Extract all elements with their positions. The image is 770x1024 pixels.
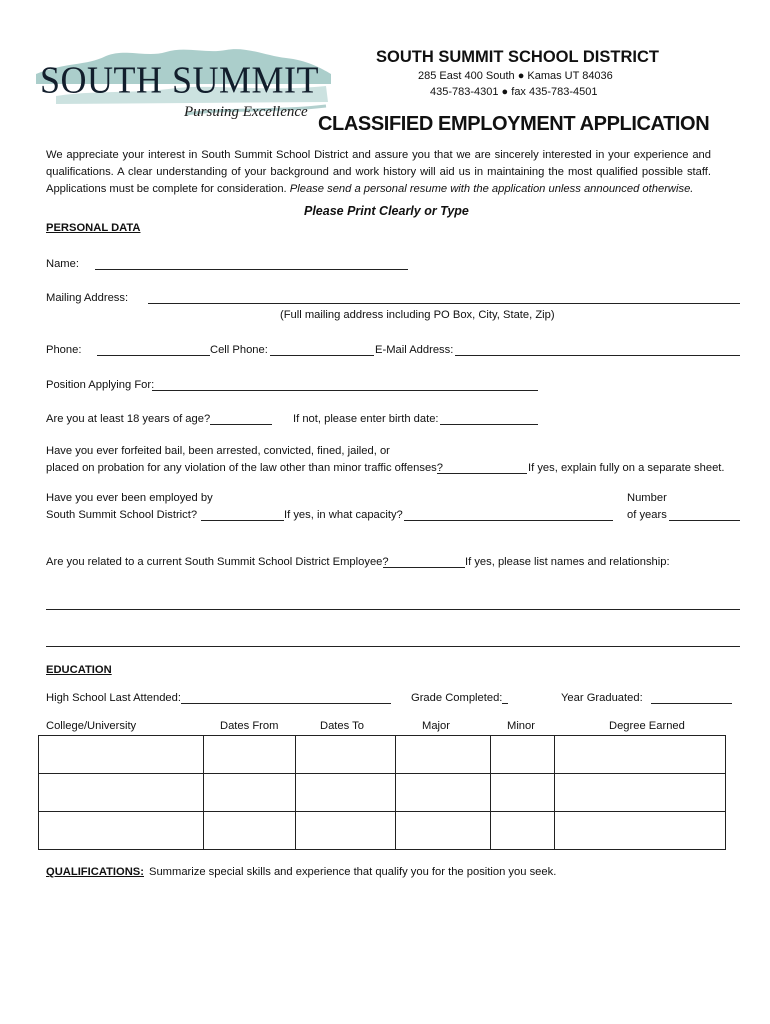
district-address: 285 East 400 South ● Kamas UT 84036 (418, 70, 613, 82)
table-cell[interactable] (296, 774, 396, 812)
table-cell[interactable] (491, 736, 555, 774)
district-name: SOUTH SUMMIT SCHOOL DISTRICT (376, 48, 659, 66)
table-row (39, 812, 726, 850)
related-question: Are you related to a current South Summit School District Employee? (46, 556, 389, 568)
table-cell[interactable] (39, 736, 204, 774)
col-degree: Degree Earned (609, 720, 685, 732)
phone-field[interactable] (97, 355, 210, 356)
page-title: CLASSIFIED EMPLOYMENT APPLICATION (318, 113, 710, 135)
table-cell[interactable] (555, 812, 726, 850)
year-graduated-field[interactable] (651, 703, 732, 704)
birth-date-field[interactable] (440, 424, 538, 425)
table-row (39, 736, 726, 774)
number-label: Number (627, 492, 667, 504)
table-cell[interactable] (296, 812, 396, 850)
table-cell[interactable] (39, 812, 204, 850)
bail-question-line1: Have you ever forfeited bail, been arrested, convicted, fined, jailed, or (46, 445, 390, 457)
employed-question-line2: South Summit School District? (46, 509, 198, 521)
birth-date-label: If not, please enter birth date: (293, 413, 439, 425)
bail-question-line2: placed on probation for any violation of the law other than minor traffic offenses? (46, 462, 443, 474)
related-yes-note: If yes, please list names and relationship: (465, 556, 670, 568)
intro-paragraph (46, 147, 711, 198)
district-phones: 435-783-4301 ● fax 435-783-4501 (430, 86, 598, 98)
col-dates-to: Dates To (320, 720, 364, 732)
cell-phone-field[interactable] (270, 355, 374, 356)
high-school-field[interactable] (181, 703, 391, 704)
table-cell[interactable] (491, 812, 555, 850)
bail-answer-field[interactable] (437, 473, 527, 474)
table-cell[interactable] (296, 736, 396, 774)
table-cell[interactable] (204, 812, 296, 850)
logo-main-text: SOUTH SUMMIT (40, 59, 320, 101)
education-heading: EDUCATION (46, 664, 112, 676)
mailing-address-hint: (Full mailing address including PO Box, City, State, Zip) (280, 309, 555, 321)
relationship-line-1[interactable] (46, 609, 740, 610)
table-cell[interactable] (396, 774, 491, 812)
district-logo (36, 44, 336, 134)
position-field[interactable] (152, 390, 538, 391)
years-field[interactable] (669, 520, 740, 521)
table-cell[interactable] (396, 812, 491, 850)
table-cell[interactable] (396, 736, 491, 774)
table-cell[interactable] (555, 774, 726, 812)
email-label: E-Mail Address: (375, 344, 454, 356)
phone-label: Phone: (46, 344, 82, 356)
related-answer-field[interactable] (383, 567, 465, 568)
mailing-address-label: Mailing Address: (46, 292, 129, 304)
qualifications-text: Summarize special skills and experience that qualify you for the position you seek. (149, 866, 557, 878)
personal-data-heading: PERSONAL DATA (46, 222, 141, 234)
table-cell[interactable] (204, 774, 296, 812)
table-cell[interactable] (555, 736, 726, 774)
year-graduated-label: Year Graduated: (561, 692, 643, 704)
grade-completed-label: Grade Completed: (411, 692, 503, 704)
table-cell[interactable] (491, 774, 555, 812)
age-answer-field[interactable] (210, 424, 272, 425)
col-major: Major (422, 720, 450, 732)
name-field[interactable] (95, 269, 408, 270)
capacity-field[interactable] (404, 520, 613, 521)
education-table (38, 735, 726, 850)
years-label: of years (627, 509, 667, 521)
col-minor: Minor (507, 720, 535, 732)
logo-tagline: Pursuing Excellence (184, 104, 308, 120)
intro-italic-note: Please send a personal resume with the application unless announced otherwise. (289, 183, 694, 195)
table-row (39, 774, 726, 812)
intro-text: We appreciate your interest in South Summit School District and assure you that we are sincerely interested in your experience and qualifications. A clear understanding of your background and work history will aid us in maintaining the most qualified possible staff. Applications must be complete for consideration. (46, 149, 711, 195)
employed-question-line1: Have you ever been employed by (46, 492, 213, 504)
qualifications-heading: QUALIFICATIONS: (46, 866, 144, 878)
col-dates-from: Dates From (220, 720, 279, 732)
position-label: Position Applying For: (46, 379, 155, 391)
employed-answer-field[interactable] (201, 520, 284, 521)
age-question: Are you at least 18 years of age? (46, 413, 211, 425)
capacity-label: If yes, in what capacity? (284, 509, 403, 521)
bail-yes-note: If yes, explain fully on a separate sheet. (528, 462, 725, 474)
mailing-address-field[interactable] (148, 303, 740, 304)
cell-phone-label: Cell Phone: (210, 344, 268, 356)
print-note: Please Print Clearly or Type (304, 204, 469, 218)
table-cell[interactable] (204, 736, 296, 774)
name-label: Name: (46, 258, 79, 270)
table-cell[interactable] (39, 774, 204, 812)
high-school-label: High School Last Attended: (46, 692, 181, 704)
relationship-line-2[interactable] (46, 646, 740, 647)
email-field[interactable] (455, 355, 740, 356)
grade-completed-field[interactable] (502, 703, 508, 704)
col-college: College/University (46, 720, 137, 732)
